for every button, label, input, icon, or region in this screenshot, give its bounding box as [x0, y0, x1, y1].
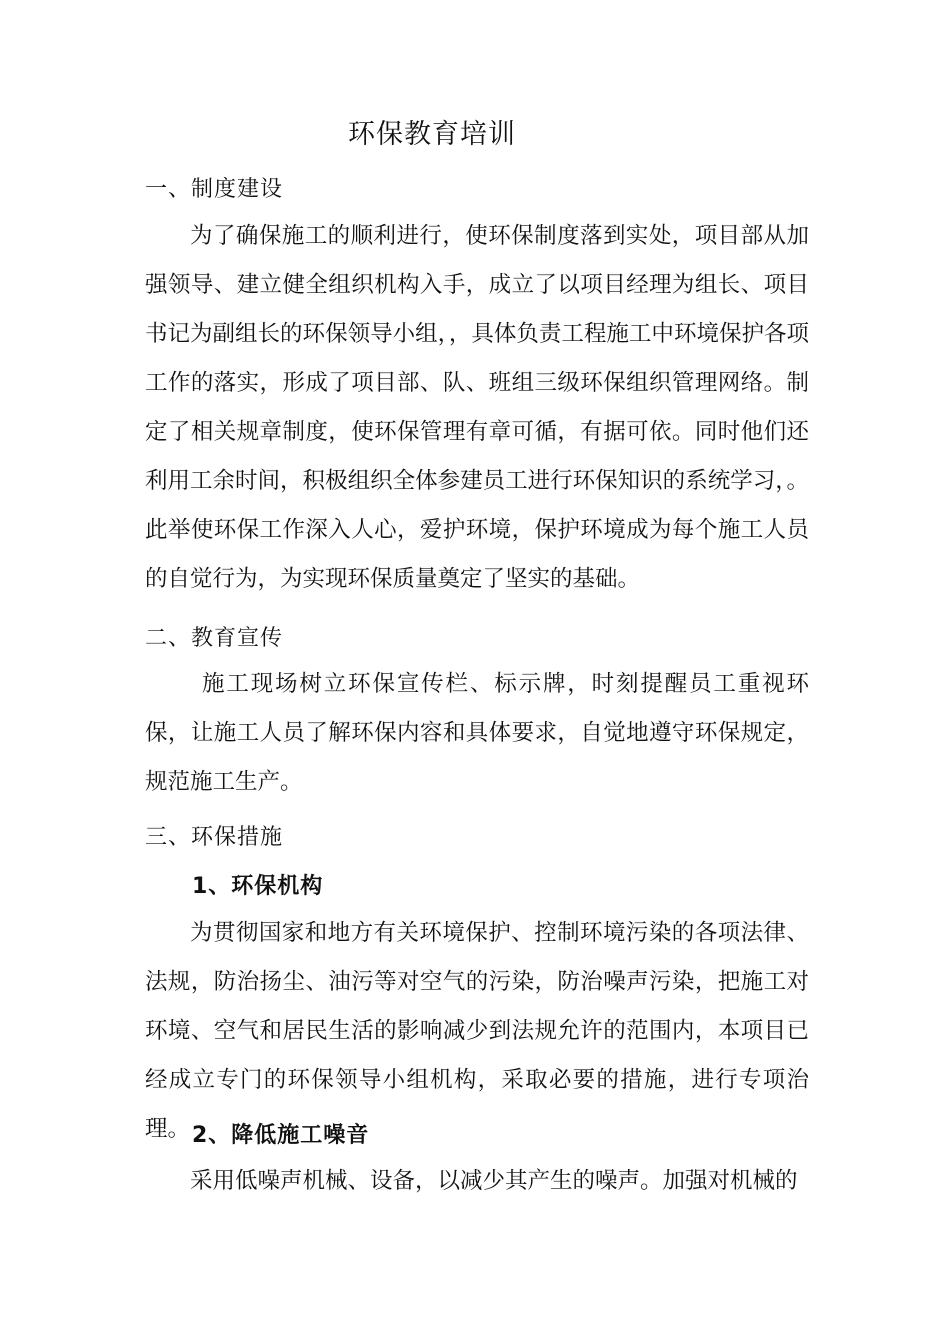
section-paragraph-system: 为了确保施工的顺利进行，使环保制度落到实处，项目部从加强领导、建立健全组织机构入手，成立了以项目经理为组长、项目书记为副组长的环保领导小组，，具体负责工程施工中环境保护各项工作的落实，形成了项目部、队、班组三级环保组织管理网络。制定了相关规章制度，使环保管理有章可循，有据可依。同时他们还利用工余时间，积极组织全体参建员工进行环保知识的系统学习，。此举使环保工作深入人心，爱护环境，保护环境成为每个施工人员的自觉行为，为实现环保质量奠定了坚实的基础。 — [145, 223, 809, 592]
subsection-heading-organization: 1、环保机构 — [192, 874, 324, 899]
section-heading-measures: 三、环保措施 — [145, 825, 284, 850]
subsection-heading-noise: 2、降低施工噪音 — [192, 1123, 370, 1148]
section-heading-system: 一、制度建设 — [145, 177, 284, 202]
section-paragraph-education: 施工现场树立环保宣传栏、标示牌，时刻提醒员工重视环保，让施工人员了解环保内容和具体要求，自觉地遵守环保规定，规范施工生产。 — [145, 671, 809, 795]
subsection-paragraph-noise: 采用低噪声机械、设备，以减少其产生的噪声。加强对机械的 — [190, 1168, 798, 1194]
document-title: 环保教育培训 — [348, 119, 516, 150]
subsection-paragraph-organization: 为贯彻国家和地方有关环境保护、控制环境污染的各项法律、法规，防治扬尘、油污等对空气的污染，防治噪声污染，把施工对环境、空气和居民生活的影响减少到法规允许的范围内，本项目已经成立专门的环保领导小组机构，采取必要的措施，进行专项治理。 — [145, 920, 809, 1142]
section-heading-education: 二、教育宣传 — [145, 626, 284, 651]
